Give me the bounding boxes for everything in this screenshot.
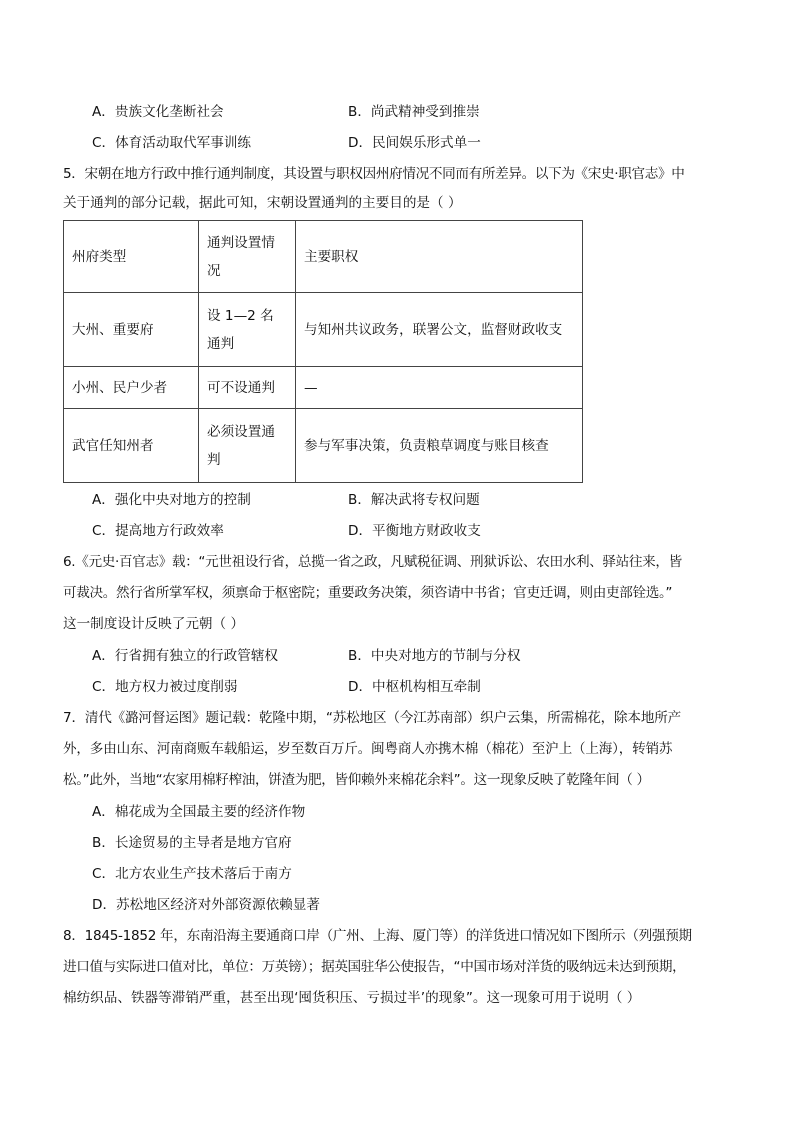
q5-option-c: C．提高地方行政效率: [92, 523, 224, 539]
q5-table-cell: 可不设通判: [199, 367, 296, 409]
q5-table-cell: 小州、民户少者: [64, 367, 199, 409]
q5-table-header-cell: 主要职权: [296, 221, 583, 293]
q4-option-a: A．贵族文化垄断社会: [92, 104, 224, 120]
q5-stem-line2: 关于通判的部分记载，据此可知，宋朝设置通判的主要目的是（ ）: [63, 195, 462, 211]
q5-stem-line1: 5．宋朝在地方行政中推行通判制度，其设置与职权因州府情况不同而有所差异。以下为《宋史·职官志》中: [63, 166, 685, 182]
q6-stem-line1: 6.《元史·百官志》载：“元世祖设行省，总揽一省之政，凡赋税征调、刑狱诉讼、农田水利、驿站往来，皆: [63, 554, 682, 570]
q5-table-cell: 大州、重要府: [64, 293, 199, 367]
q7-option-a: A．棉花成为全国最主要的经济作物: [92, 804, 306, 820]
q4-option-b: B．尚武精神受到推崇: [348, 104, 480, 120]
q8-stem-line1: 8．1845-1852 年，东南沿海主要通商口岸（广州、上海、厦门等）的洋货进口情况如下图所示（列强预期: [63, 928, 692, 944]
q6-stem-line3: 这一制度设计反映了元朝（ ）: [63, 616, 245, 632]
q5-table-cell: 设 1—2 名通判: [199, 293, 296, 367]
q5-table-header-row: [64, 221, 583, 293]
q6-option-d: D．中枢机构相互牵制: [348, 679, 481, 695]
q5-table-cell: 与知州共议政务，联署公文，监督财政收支: [296, 293, 583, 367]
q5-option-b: B．解决武将专权问题: [348, 492, 480, 508]
q5-table-header-cell: 州府类型: [64, 221, 199, 293]
q6-option-b: B．中央对地方的节制与分权: [348, 648, 521, 664]
q7-stem-line1: 7．清代《潞河督运图》题记载：乾隆中期，“苏松地区（今江苏南部）织户云集，所需棉花，除本地所产: [63, 710, 682, 726]
q5-table-header-cell: 通判设置情况: [199, 221, 296, 293]
q6-option-c: C．地方权力被过度削弱: [92, 679, 238, 695]
q6-option-a: A．行省拥有独立的行政管辖权: [92, 648, 279, 664]
q7-option-b: B．长途贸易的主导者是地方官府: [92, 835, 292, 851]
q6-stem-line2: 可裁决。然行省所掌军权，须禀命于枢密院；重要政务决策，须咨请中书省；官吏迁调，则由吏部铨选。”: [63, 585, 673, 601]
q5-option-a: A．强化中央对地方的控制: [92, 492, 251, 508]
q5-table-cell: 武官任知州者: [64, 409, 199, 483]
q8-stem-line2: 进口值与实际进口值对比，单位：万英镑）；据英国驻华公使报告，“中国市场对洋货的吸纳远未达到预期，: [63, 959, 686, 975]
q4-option-c: C．体育活动取代军事训练: [92, 135, 252, 151]
q5-option-d: D．平衡地方财政收支: [348, 523, 481, 539]
table-row: [64, 293, 583, 367]
table-row: [64, 409, 583, 483]
q7-stem-line2: 外，多由山东、河南商贩车载船运，岁至数百万斤。闽粤商人亦携木棉（棉花）至沪上（上海），转销苏: [63, 741, 673, 757]
q5-table-cell: 必须设置通判: [199, 409, 296, 483]
table-row: [64, 367, 583, 409]
q5-table-cell: —: [296, 367, 583, 409]
q5-table-cell: 参与军事决策，负责粮草调度与账目核查: [296, 409, 583, 483]
q7-option-c: C．北方农业生产技术落后于南方: [92, 866, 292, 882]
q5-table: [63, 220, 583, 483]
q7-option-d: D．苏松地区经济对外部资源依赖显著: [92, 897, 320, 913]
q4-option-d: D．民间娱乐形式单一: [348, 135, 481, 151]
q8-stem-line3: 棉纺织品、铁器等滞销严重，甚至出现‘囤货积压、亏损过半’的现象”。这一现象可用于说明（ ）: [63, 990, 641, 1006]
q7-stem-line3: 松。”此外，当地“农家用棉籽榨油，饼渣为肥，皆仰赖外来棉花余料”。这一现象反映了乾隆年间（ ）: [63, 772, 650, 788]
